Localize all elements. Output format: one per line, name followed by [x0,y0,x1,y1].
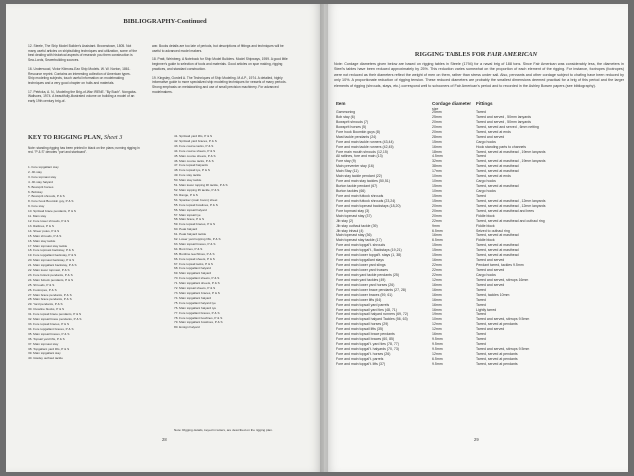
fittings-cell: Cargo hooks [476,189,496,193]
fittings-cell: Tarred, tackles 10mm [476,292,510,297]
item-cell: Fore stay (9) [336,159,356,164]
item-cell: Fore and main topgal't. lifts (37) [336,361,386,366]
rigging-key-item: 35. Main topsail braces, P & S [28,331,70,336]
diameter-cell: 9.5mm [432,347,443,351]
item-cell: Burton tackles (66) [336,189,366,193]
rigging-key-item: 49. Fore stay tackle [174,173,201,178]
fittings-cell: Tarred [476,110,486,114]
column-header-fittings: Fittings [476,101,493,106]
item-cell: Jib stay outhaul tackle (39) [336,223,378,228]
rigging-key-column-1 [28,165,81,361]
page-number-left: 28 [162,437,167,442]
item-cell: Main stay tackle pendant (22) [336,174,382,179]
rigging-key-item: 34. Fore topgallant braces, P & S [28,326,74,331]
item-cell: Bob stay (6) [336,114,355,119]
fittings-cell: Tarred and served, stirrups 9.5mm [476,347,530,351]
rigging-key-item: 68. Fore topgallant halyard [174,266,211,271]
rigging-key-item: 33. Fore topsail braces, P & S [28,322,70,326]
diameter-cell: 25mm [432,110,442,114]
item-cell: Burton tackle pendant (67) [336,184,378,189]
rigging-key-item: 1. Fore topgallant stay [28,165,59,169]
rigging-key-item: 57. Main topsail tye [174,212,201,217]
diameter-cell: 20mm [432,203,442,208]
item-cell: Gammoning [336,110,356,114]
item-cell: Fore and main lower yard horses (26) [336,282,395,287]
item-cell: Fore and main lower yard trusses [336,268,388,272]
column-header-item: Item [336,101,346,106]
fittings-cell: Tarred, served at masthead [476,248,519,253]
rigging-key-item: 27. Main brace pendants, P & S [28,292,72,297]
diameter-cell: 16mm [432,297,442,302]
rigging-key-item: 30. Clewline blocks, P & S [28,307,65,312]
diameter-cell: 20mm [432,124,442,129]
fittings-cell: Fiddle block [476,213,495,218]
diameter-cell: 16mm [432,292,442,297]
rigging-key-item: 4. Jib stay halyard [28,179,53,184]
bibliography-header: BIBLIOGRAPHY-Continued [123,18,207,25]
item-cell: Fore and main topgal't., Backstays (19,21) [336,248,402,253]
rigging-tables-header: RIGGING TABLES FOR FAIR AMERICAN [414,51,538,58]
rigging-key-column-2 [174,134,228,330]
rigging-key-item: 41. Spritsail yard lifts, P & S [174,134,213,138]
item-cell: Fore and main topgal't. horses (26) [336,351,391,356]
fittings-cell: Fiddle block [476,223,495,228]
fittings-cell: Tarred, served at masthead and bees [476,208,534,213]
bibliography-entry: 16. Underwood, Victor Ktimoss-Eax Ship Models. W. W. Norton, 1861. Resource reprint. Contains an interesting collection of American types. Ship modeling subjects, touch useful information on modelmaking techniques and a very good chapter on hulls and materials. [28,66,131,85]
item-cell: Fore and main topsail braces (60, 85) [336,337,395,342]
rigging-key-item: 21. Main topgallant backstay, P & S [28,263,77,268]
book-spine [320,4,328,472]
item-cell: Jib stay inhaul (4) [336,228,364,233]
rigging-key-item: 67. Fore topsail tacks, P & S [174,261,213,266]
fittings-cell: Tarred [476,193,486,198]
rigging-key-item: 46. Main course tacks, P & S [174,158,214,163]
item-cell: Fore and main tackle runners (43,44) [336,139,394,144]
fittings-cell: Tarred, served at ends [476,174,511,179]
fittings-cell: Tarred, served at masthead [476,169,519,174]
bibliography-list-right [152,44,292,98]
fittings-cell: Tarred, served at masthead [476,184,519,189]
diameter-cell: 15mm [432,184,442,189]
rigging-key-item: 8. Fore hook Boomkin guy, P & S [28,199,74,204]
vessel-name: FAIR AMERICAN [486,51,538,58]
fittings-cell: Tarred, served at pendants [476,361,518,366]
item-cell: Main topmast stay (36) [336,233,372,238]
bibliography-entry: 17. Petrlcka, A. N., Modeling the Brig-of-War IRENE. "By Buch". Nongaba-Wallsoes, 1974. A beautifully-illustrated volume on building a model of an early 19th century brig-of- [28,89,137,104]
fittings-cell: Tarred, served at masthead and outhaul ring [476,218,545,223]
rigging-key-title: KEY TO RIGGING PLAN, Sheet 3 [28,134,123,141]
diameter-cell: 19mm [432,312,442,317]
diameter-cell: 16mm [432,282,442,287]
rigging-key-item: 28. Main brace pendants, P & S [28,297,72,302]
rigging-key-item: 61. Peak halyard tackle [174,232,207,237]
diameter-cell: 12mm [432,277,442,282]
left-page [6,4,324,472]
fittings-cell: Tarred, served at masthead , 19mm lanyards [476,149,546,154]
diameter-cell: 10mm [432,317,442,322]
fittings-cell: Tarred, served at masthead , 19mm lanyards [476,159,546,164]
diameter-cell: 20mm [432,119,442,124]
rigging-key-item: 77. Fore topgallant braces, P & S [174,310,220,315]
rigging-key-item: 31. Fore topsail brace pendants, P & S [28,312,82,317]
rigging-key-item: 52. Main topping lift tackle, P & S [174,187,220,192]
item-cell: Fore and main topgal't. shrouds [336,243,386,248]
fittings-cell: Tarred, served at masthead , 12mm lanyards [476,203,546,208]
rigging-key-item: 26. Footropes, P & S [28,287,57,292]
rigging-key-item: 80. Ensign halyard [174,325,200,330]
diameter-cell: 16mm [432,332,442,337]
fittings-cell: Tarred and served [476,282,505,287]
rigging-key-item: 16. Main stay tackle [28,238,56,243]
diameter-cell: 10mm [432,174,442,179]
item-cell: Fore and main lower lifts (64) [336,297,382,302]
fittings-cell: Tarred and served, stirrups 16mm [476,277,529,282]
rigging-key-item: 48. Fore topsail tye, P & S [174,168,210,173]
fittings-cell: Cargo hooks [476,272,496,277]
rigging-key-item: 56. Main topsail halyard [174,207,207,212]
diameter-cell: 9.5mm [432,361,443,366]
diameter-cell: 25mm [432,114,442,119]
rigging-key-item: 18. Fore topmast backstay, P & S [28,248,74,253]
diameter-cell: 32mm [432,159,442,164]
diameter-cell: 15mm [432,243,442,248]
fittings-cell: Hook standing parts to channels [476,144,527,149]
rigging-key-item: 22. Main lower topmast, P & S [28,268,70,273]
item-cell: Fore main mouth shrouds (12,15) [336,149,388,154]
diameter-cell: 16mm [432,287,442,292]
rigging-key-item: 40. Gladey outhaul tackle [28,356,63,361]
diameter-cell: 22mm [432,268,442,272]
item-cell: Fore and main topsail horses (29) [336,322,389,327]
rigging-key-intro: Note: standing rigging has been printed in black on the plans; running rigging in red. "P & S" denotes "port and starboard". [28,146,140,155]
diameter-cell: 28mm [432,134,442,139]
rigging-key-item: 58. Main brace, P & S [174,217,205,222]
rigging-key-item: 74. Main topgallant halyard [174,295,212,300]
bibliography-entry: 18. Pratt, Weinberg. A Notebook for Ship Model Builders. Model Shipways, 1959. A good little beginner's guide to selection of tools and materials. Good articles on spar making, rigging practices, and standard construction. [152,57,288,71]
bibliography-entry: war. Books details are too late of periods, but descriptions of fittings and techniques will be useful to advanced model makers. [152,44,284,53]
column-header-diameter: Cordage diameter size [432,101,472,111]
diameter-cell: 22mm [432,218,442,223]
rigging-key-item: 62. Lower yard topping lifts, P & S [174,237,221,242]
fittings-cell: Tarred [476,154,486,159]
fittings-cell: Tarred [476,342,486,347]
fittings-cell: Tarred and served, stirrups 9.5mm [476,317,530,322]
rigging-table [334,110,624,367]
item-cell: Main topmast stay (37) [336,213,372,218]
item-cell: Main preventer stay (16) [336,164,374,169]
rigging-key-item: 76. Main topgallant halyard tye [174,305,217,310]
item-cell: Fore and main topmast backstays (18,20) [336,203,401,208]
rigging-key-item: 60. Peak halyard [174,227,198,232]
diameter-cell: 9mm [432,223,440,228]
item-cell: Fore and main topsail halyard Tackles (56, 63) [336,317,408,322]
column-header-diameter-sub: size [432,107,439,111]
rigging-key-item: 13. Ratlines, P & S [28,223,54,228]
book-spread [6,4,628,472]
rigging-key-item: 55. Fore topsail bowlines, P & S [174,202,218,207]
fittings-cell: Cargo hooks [476,139,496,144]
item-cell: Fore topmast stay (3) [336,208,370,213]
rigging-key-item: 3. Fore topmast stay [28,174,57,179]
rigging-key-item: 2. Jib stay [28,169,42,174]
fittings-cell: Tarred, served at pendants [476,351,518,356]
item-cell: Fore and main yard tackle pendants (25) [336,272,400,277]
bibliography-list-left [28,44,138,108]
diameter-cell: 22mm [432,263,442,268]
fittings-cell: Pendant tarred, tackles 9.5mm [476,263,524,268]
item-cell: Fore and main topsail brace pendants [336,332,395,337]
rigging-key-item: 39. Main topgallant stay [28,351,61,356]
fittings-cell: Tarred [476,312,486,317]
item-cell: Fore hook Boomkin guys (8) [336,129,380,134]
rigging-key-item: 23. Fore futtock pendants, P & S [28,272,73,277]
rigging-key-item: 54. Spanker (main boom) sheet [174,197,218,202]
fittings-cell: Tarred, served at masthead , 12mm lanyards [476,198,546,203]
fittings-cell: Tarred and served [476,268,505,272]
fittings-cell: Tarred and served , 50mm lanyards [476,114,532,119]
item-cell: Fore and main lower yard slings [336,263,386,268]
fittings-cell: Tarred, served at masthead [476,253,519,258]
fittings-cell: Tarred, served at masthead [476,243,519,248]
fittings-cell: Tarred, served at masthead [476,233,519,238]
rigging-key-item: 45. Main course sheets, P & S [174,153,216,158]
rigging-key-item: 72. Main topsail sheets, P & S [174,286,216,291]
diameter-cell: 20mm [432,213,442,218]
diameter-cell: 16mm [432,307,442,312]
rigging-key-item: 24. Main futtock pendants, P & S [28,277,74,282]
diameter-cell: 10mm [432,189,442,193]
diameter-cell: 15mm [432,198,442,203]
rigging-key-item: 19. Fore topgallant backstay, P & S [28,253,77,258]
diameter-cell: 9.5mm [432,342,443,347]
diameter-cell: 18mm [432,149,442,154]
table-row [334,362,624,367]
diameter-cell: 20mm [432,129,442,134]
diameter-cell: 12mm [432,322,442,327]
item-cell: Fore and main lower brace pendants (27, 28) [336,287,407,292]
diameter-cell: 15mm [432,248,442,253]
item-cell: Fore and main stay tackles (50,51) [336,179,390,184]
fittings-cell: Tarred [476,297,486,302]
diameter-cell: 22mm [432,272,442,277]
fittings-cell: Tarred [476,287,486,292]
diameter-cell: 16mm [432,258,442,263]
diameter-cell: 12mm [432,351,442,356]
rigging-key-item: 65. Buntline leechlines, P & S [174,251,215,256]
rigging-key-item: 69. Main topgallant halyard [174,271,212,276]
diameter-cell: 17mm [432,169,442,174]
rigging-key-note: Note: Rigging details, keyed in letters, are described on the rigging plan. [174,428,273,432]
item-cell: Main topmast stay tackle (17) [336,238,382,243]
diameter-cell: 9.5mm [432,337,443,342]
fittings-cell: Seized to outhaul ring [476,228,510,233]
item-cell: Fore and main topgal't. parrels [336,356,384,361]
item-cell: Bowsprit horses (5) [336,124,367,129]
rigging-key-item: 36. Topsail yard lifts, P & S [28,336,65,341]
rigging-tables-intro: Note: Cordage diameters given below are based on rigging tables in Steele (1794) for a naval brig of 188 tons. Since Fair American was considerably less, the diameters in Steel's tables have been reduced approximately by 25%. This reduction varies somewhat on the proportion of each element of the rigging. For instance, footropes (footropes) were not reduced as their diameters reflect the weight of men on them, rather than stress under sail. Also, pennants and other cordage subject to chafing have been reduced by only 10%. A proportionate reduction of rigging tension. These reduced diameters are probably the smallest dimensions deemed practical for a brig of this period and the larger elements of rigging (shrouds, stays, etc.) correspond well to schooners of Fair American's period and to recorded in the Ashley Bowen papers (see bibliography). [334,62,624,88]
item-cell: Fore and main topsail yard parrels [336,302,390,307]
item-cell: Fore and main topgal't. yard ties (78, 77) [336,342,399,347]
rigging-key-item: 53. Range, P & S [174,192,198,197]
rigging-key-item: 51. Main lower topping lift tackle, P & S [174,183,228,188]
fittings-cell: Tarred, served and served , 6mm netting [476,124,539,129]
item-cell: Jib stay (2) [336,218,354,223]
rigging-key-item: 43. Fore course tacks, P & S [174,143,214,148]
fittings-cell: Tarred and served [476,258,505,263]
item-cell: Fore and main topgallant stays [336,258,384,263]
item-cell: Mast tackle pendants (24) [336,134,377,139]
rigging-key-item: 25. Shrouds, P & S [28,282,55,287]
rigging-key-item: 9. Fore stay [28,204,45,209]
fittings-cell: Cargo hooks [476,179,496,184]
rigging-key-item: 71. Main topgallant sheets, P & S [174,281,220,286]
rigging-key-item: 70. Fore topgallant sheets, P & S [174,276,220,281]
rigging-key-item: 78. Fore topgallant bowlines, P & S [174,315,223,320]
fittings-cell: Tarred, served at pendants [476,322,518,327]
rigging-key-item: 17. Main topmast stay tackle [28,243,68,248]
item-cell: Fore and main lower topgal't. stays (1, 38) [336,253,402,258]
item-cell: Fore and main topsail lifts (35) [336,327,384,332]
rigging-key-item: 6. Bobstay [28,189,43,194]
diameter-cell: 15mm [432,193,442,198]
item-cell: Fore and main tackle runners (42,45) [336,144,394,149]
diameter-cell: 12mm [432,327,442,332]
diameter-cell: 6.5mm [432,238,443,243]
rigging-key-item: 37. Main topmast stay [28,341,59,346]
item-cell: All ratlines, fore and main (13) [336,154,383,159]
rigging-key-item: 10. Spritsail brace pendants, P & S [28,209,76,214]
fittings-cell: Tarred and served [476,134,505,139]
rigging-key-item: 66. Fore topsail sheets, P & S [174,256,215,261]
rigging-key-item: 38. Topgallant yard lifts, P & S [28,346,70,351]
item-cell: Fore and main lower braces (59, 61) [336,292,393,297]
item-cell: Bowsprit shrouds (7) [336,119,369,124]
rigging-key-sheet: Sheet 3 [104,134,123,141]
diameter-cell: 10mm [432,179,442,184]
bibliography-entry: 12. Steele, The Ship Model Builder's Assistant. Brownstown, 1805. Not many useful articles on shipbuilding techniques and utilization, some of the best dealing with historical aspects of research you them construction is Sea-Lords, Sewerbuilding sources. [28,44,138,63]
right-page [324,4,628,472]
item-cell: Fore and main futtock shrouds (23,24) [336,198,396,203]
diameter-cell: 4.5mm [432,154,443,159]
rigging-key-item: 79. Main topgallant bowlines, P & S [174,320,223,325]
diameter-cell: 6.5mm [432,356,443,361]
item-cell: Fore and main topgal't. halyards (70, 73) [336,347,399,351]
page-number-right: 29 [474,437,479,442]
fittings-cell: Tarred [476,332,486,337]
rigging-key-item: 50. Main stay tackle [174,178,202,183]
diameter-cell: 15mm [432,253,442,258]
item-cell: Fore and main futtock shrouds [336,193,384,198]
item-cell: Fore and main topsail yard ties (48, 71) [336,307,397,312]
diameter-cell: 16mm [432,144,442,149]
rigging-key-item: 32. Main topsail brace pendants, P & S [28,317,82,322]
rigging-key-item: 59. Fore topsail braces, P & S [174,222,216,227]
fittings-cell: Fiddle block [476,238,495,243]
fittings-cell: Tarred, served at ends [476,129,511,134]
fittings-cell: Tarred, served at masthead [476,164,519,169]
fittings-cell: Tarred and served [476,327,505,332]
fittings-cell: Tarred, served at pendants [476,356,518,361]
diameter-cell: 16mm [432,302,442,307]
rigging-key-item: 75. Fore topgallant halyard tye [174,300,216,305]
item-cell: Fore and main topsail halyard runners (69, 72) [336,312,408,317]
item-cell: Main Stay (11) [336,169,359,174]
fittings-cell: Tarred [476,302,486,307]
rigging-key-item: 63. Main topsail braces, P & S [174,241,216,246]
fittings-cell: Lightly tarred [476,307,497,312]
rigging-key-item: 64. Bunt lines, P & S [174,246,203,251]
rigging-key-item: 15. Main shrouds, P & S [28,233,62,238]
diameter-cell: 16mm [432,233,442,238]
item-cell: Fore and main yard tackles (49) [336,277,386,282]
diameter-cell: 6.5mm [432,228,443,233]
fittings-cell: Tarred [476,337,486,342]
rigging-key-item: 44. Fore course sheets, P & S [174,148,216,153]
diameter-cell: 20mm [432,208,442,213]
rigging-key-item: 11. Main stay [28,214,47,219]
rigging-key-item: 7. Bowsprit shrouds, P & S [28,194,65,199]
rigging-key-item: 20. Main topmast backstay, P & S [28,258,75,263]
fittings-cell: Tarred and served , 50mm lanyards [476,119,532,124]
diameter-cell: 15mm [432,139,442,144]
rigging-key-item: 47. Fore topsail halyards [174,163,208,168]
rigging-key-item: 5. Bowsprit horses [28,184,54,189]
rigging-key-item: 29. Yard pendants, P & S [28,302,63,307]
rigging-key-item: 14. Sheer poles, P & S [28,228,60,233]
rigging-key-item: 73. Main topgallant braces, P & S [174,291,220,295]
diameter-cell: 38mm [432,164,442,169]
rigging-key-item: 12. Fore lower shrouds, P & S [28,218,70,223]
rigging-key-item: 42. Spritsail yard braces, P & S [174,138,217,143]
bibliography-entry: 19. Kingsley, Gordell A. The Techniques of Ship Modeling. M.A.P., 1974. A detailed, highly informative guide to more specialized ship modeling techniques for vessels of many periods. Strong emphasis on metalworking and use of small precision machinery. For advanced modelmakers. [152,75,287,94]
